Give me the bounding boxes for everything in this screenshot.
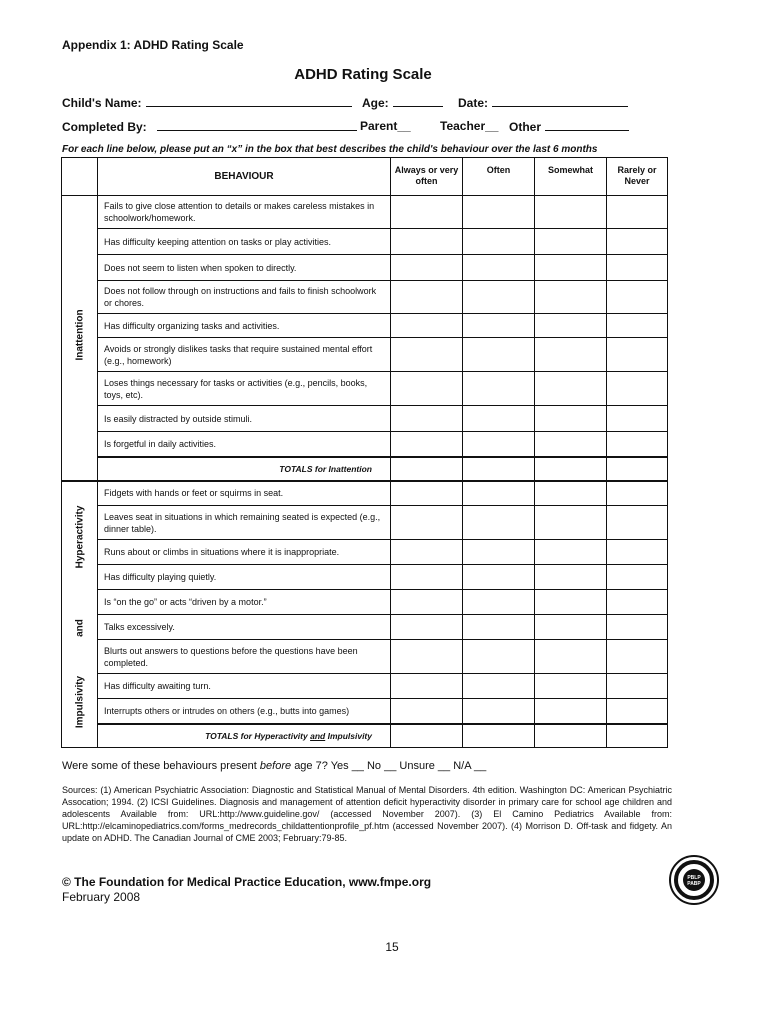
rating-cell-hyperactivity-5-always[interactable] xyxy=(391,590,463,615)
rating-cell-hyperactivity-7-always[interactable] xyxy=(391,640,463,674)
rating-cell-inattention-2-rarely[interactable] xyxy=(607,229,668,255)
behaviour-item: Blurts out answers to questions before the questions have been completed. xyxy=(98,640,391,674)
rating-cell-hyperactivity-2-often[interactable] xyxy=(463,506,535,540)
category-label-hyperactivity: Hyperactivity xyxy=(74,505,85,569)
behaviour-item: Does not follow through on instructions and fails to finish schoolwork or chores. xyxy=(98,281,391,314)
rating-table xyxy=(61,157,668,748)
completed-by-field xyxy=(62,119,357,134)
category-label-and: and xyxy=(74,618,85,637)
rating-cell-hyperactivity-5-somewhat[interactable] xyxy=(535,590,607,615)
age-line[interactable] xyxy=(393,95,443,107)
behaviour-item: Is easily distracted by outside stimuli. xyxy=(98,406,391,432)
totals-hyper-part2: Impulsivity xyxy=(327,730,372,741)
rating-cell-inattention-8-always[interactable] xyxy=(391,406,463,432)
rating-cell-inattention-9-rarely[interactable] xyxy=(607,432,668,457)
rating-cell-hyperactivity-4-always[interactable] xyxy=(391,565,463,590)
rating-cell-inattention-6-always[interactable] xyxy=(391,338,463,372)
rating-cell-hyperactivity-total-1-often[interactable] xyxy=(463,724,535,748)
svg-text:PBLP: PBLP xyxy=(687,875,701,881)
svg-text:PABP: PABP xyxy=(687,881,701,887)
other-label: Other xyxy=(509,120,542,134)
copyright-line: © The Foundation for Medical Practice Education, www.fmpe.org xyxy=(62,875,432,889)
before-age-7-emph: before xyxy=(259,760,292,772)
rating-cell-hyperactivity-7-often[interactable] xyxy=(463,640,535,674)
rating-cell-hyperactivity-4-rarely[interactable] xyxy=(607,565,668,590)
rating-cell-inattention-1-often[interactable] xyxy=(463,196,535,229)
rating-cell-hyperactivity-3-somewhat[interactable] xyxy=(535,540,607,565)
rating-cell-hyperactivity-1-somewhat[interactable] xyxy=(535,481,607,506)
totals-row-hyperactivity xyxy=(62,724,668,748)
childs-name-field xyxy=(62,95,352,110)
behaviour-item: Leaves seat in situations in which remaining seated is expected (e.g., dinner table). xyxy=(98,506,391,540)
behaviour-item: Has difficulty playing quietly. xyxy=(98,565,391,590)
rating-cell-inattention-4-often[interactable] xyxy=(463,281,535,314)
before-age-7-options[interactable]: age 7? Yes __ No __ Unsure __ N/A __ xyxy=(294,760,487,772)
behaviour-item: Fails to give close attention to details or makes careless mistakes in schoolwork/homework. xyxy=(98,196,391,229)
rating-cell-hyperactivity-2-always[interactable] xyxy=(391,506,463,540)
teacher-option[interactable]: Teacher__ xyxy=(440,119,499,133)
rating-cell-inattention-9-often[interactable] xyxy=(463,432,535,457)
rating-cell-inattention-8-rarely[interactable] xyxy=(607,406,668,432)
rating-cell-inattention-8-somewhat[interactable] xyxy=(535,406,607,432)
date-field xyxy=(458,95,628,110)
table-row xyxy=(62,590,668,615)
page-number: 15 xyxy=(385,940,399,954)
totals-row-inattention xyxy=(62,457,668,481)
category-label-inattention: Inattention xyxy=(74,309,85,361)
rating-cell-inattention-7-always[interactable] xyxy=(391,372,463,406)
completed-by-line[interactable] xyxy=(157,119,357,131)
rating-cell-hyperactivity-9-somewhat[interactable] xyxy=(535,699,607,724)
rating-cell-hyperactivity-2-rarely[interactable] xyxy=(607,506,668,540)
totals-hyper-part1: TOTALS for Hyperactivity xyxy=(205,730,308,741)
table-row xyxy=(62,196,668,229)
category-label-impulsivity: Impulsivity xyxy=(74,675,85,728)
rating-cell-inattention-4-always[interactable] xyxy=(391,281,463,314)
table-row xyxy=(62,255,668,281)
behaviour-item: Is forgetful in daily activities. xyxy=(98,432,391,457)
table-header-row xyxy=(62,158,668,196)
rating-cell-hyperactivity-6-always[interactable] xyxy=(391,615,463,640)
rating-cell-inattention-total-1-somewhat[interactable] xyxy=(535,457,607,481)
behaviour-item: Has difficulty awaiting turn. xyxy=(98,674,391,699)
rating-cell-hyperactivity-8-always[interactable] xyxy=(391,674,463,699)
completed-by-label: Completed By: xyxy=(62,120,147,134)
rating-cell-hyperactivity-1-always[interactable] xyxy=(391,481,463,506)
behaviour-item: Interrupts others or intrudes on others (e.g., butts into games) xyxy=(98,699,391,724)
rating-cell-inattention-3-always[interactable] xyxy=(391,255,463,281)
rating-cell-inattention-2-often[interactable] xyxy=(463,229,535,255)
rating-cell-hyperactivity-6-somewhat[interactable] xyxy=(535,615,607,640)
rating-cell-hyperactivity-1-rarely[interactable] xyxy=(607,481,668,506)
table-row xyxy=(62,615,668,640)
behaviour-item: Talks excessively. xyxy=(98,615,391,640)
behaviour-item: Is “on the go” or acts “driven by a motor.” xyxy=(98,590,391,615)
rating-cell-inattention-total-1-always[interactable] xyxy=(391,457,463,481)
rating-cell-inattention-9-somewhat[interactable] xyxy=(535,432,607,457)
date-line[interactable] xyxy=(492,95,628,107)
before-age-7-q: Were some of these behaviours present xyxy=(62,760,257,772)
rating-cell-hyperactivity-7-somewhat[interactable] xyxy=(535,640,607,674)
rating-cell-inattention-5-often[interactable] xyxy=(463,314,535,338)
totals-hyper-and: and xyxy=(310,730,326,741)
rating-cell-inattention-3-rarely[interactable] xyxy=(607,255,668,281)
rating-cell-hyperactivity-2-somewhat[interactable] xyxy=(535,506,607,540)
other-field xyxy=(509,119,629,134)
table-row xyxy=(62,640,668,674)
table-row xyxy=(62,406,668,432)
behaviour-item: Runs about or climbs in situations where it is inappropriate. xyxy=(98,540,391,565)
rating-cell-hyperactivity-1-often[interactable] xyxy=(463,481,535,506)
rating-cell-inattention-4-rarely[interactable] xyxy=(607,281,668,314)
rating-cell-inattention-7-often[interactable] xyxy=(463,372,535,406)
table-row xyxy=(62,540,668,565)
rating-cell-hyperactivity-5-rarely[interactable] xyxy=(607,590,668,615)
rating-cell-inattention-1-somewhat[interactable] xyxy=(535,196,607,229)
table-row xyxy=(62,229,668,255)
rating-cell-hyperactivity-3-often[interactable] xyxy=(463,540,535,565)
appendix-heading: Appendix 1: ADHD Rating Scale xyxy=(62,38,244,52)
table-row xyxy=(62,432,668,457)
totals-label-hyperactivity xyxy=(98,724,391,748)
age-field xyxy=(362,95,443,110)
rating-cell-inattention-7-somewhat[interactable] xyxy=(535,372,607,406)
behaviour-item: Does not seem to listen when spoken to directly. xyxy=(98,255,391,281)
table-row xyxy=(62,699,668,724)
rating-cell-inattention-6-often[interactable] xyxy=(463,338,535,372)
table-row xyxy=(62,314,668,338)
header-always: Always or very often xyxy=(391,158,463,196)
header-somewhat: Somewhat xyxy=(535,158,607,196)
table-row xyxy=(62,674,668,699)
behaviour-item: Has difficulty organizing tasks and activities. xyxy=(98,314,391,338)
age-label: Age: xyxy=(362,96,389,110)
before-age-7-question xyxy=(62,760,486,772)
rating-cell-inattention-total-1-often[interactable] xyxy=(463,457,535,481)
header-empty-cell xyxy=(62,158,98,196)
childs-name-label: Child's Name: xyxy=(62,96,142,110)
rating-cell-hyperactivity-3-rarely[interactable] xyxy=(607,540,668,565)
header-behaviour: BEHAVIOUR xyxy=(98,158,391,196)
rating-cell-inattention-6-somewhat[interactable] xyxy=(535,338,607,372)
table-row xyxy=(62,281,668,314)
rating-cell-hyperactivity-4-often[interactable] xyxy=(463,565,535,590)
rating-cell-inattention-5-always[interactable] xyxy=(391,314,463,338)
rating-cell-hyperactivity-6-often[interactable] xyxy=(463,615,535,640)
rating-cell-inattention-1-rarely[interactable] xyxy=(607,196,668,229)
rating-cell-inattention-7-rarely[interactable] xyxy=(607,372,668,406)
rating-cell-hyperactivity-9-often[interactable] xyxy=(463,699,535,724)
sources-text: Sources: (1) American Psychiatric Association: Diagnostic and Statistical Manual of Mental Disorders. 4th edition. Washington DC: American Psychiatric Assocation; 1994. (2) ICSI Guidelines. Diagnosis and management of attention deficit hyperactivity disorder in primary care for school age children and adolescents Available from: URL:http://www.guideline.gov/ (accessed November 2007). (3) El Camino Pediatrics Available from: URL:http://elcaminopediatrics.com/forms_medrecords_childattentionprofile_pf.htm (accessed November 2007). (4) Morrison D. Off-task and fidgety. An update on ADHD. The Canadian Journal of CME 2003; February:79-85. xyxy=(62,785,672,843)
instructions: For each line below, please put an “x” in the box that best describes the child's behaviour over the last 6 months xyxy=(62,144,598,155)
rating-cell-hyperactivity-9-rarely[interactable] xyxy=(607,699,668,724)
category-inattention xyxy=(62,196,98,481)
childs-name-line[interactable] xyxy=(146,95,352,107)
rating-cell-hyperactivity-9-always[interactable] xyxy=(391,699,463,724)
rating-cell-inattention-1-always[interactable] xyxy=(391,196,463,229)
date-label: Date: xyxy=(458,96,489,110)
rating-cell-hyperactivity-8-often[interactable] xyxy=(463,674,535,699)
rating-cell-hyperactivity-total-1-always[interactable] xyxy=(391,724,463,748)
totals-label-inattention: TOTALS for Inattention xyxy=(98,457,391,481)
rating-cell-inattention-9-always[interactable] xyxy=(391,432,463,457)
table-row xyxy=(62,565,668,590)
rating-cell-inattention-2-somewhat[interactable] xyxy=(535,229,607,255)
rating-cell-hyperactivity-total-1-somewhat[interactable] xyxy=(535,724,607,748)
rating-cell-hyperactivity-total-1-rarely[interactable] xyxy=(607,724,668,748)
rating-cell-hyperactivity-4-somewhat[interactable] xyxy=(535,565,607,590)
behaviour-item: Loses things necessary for tasks or activities (e.g., pencils, books, toys, etc). xyxy=(98,372,391,406)
rating-cell-hyperactivity-8-somewhat[interactable] xyxy=(535,674,607,699)
rating-cell-inattention-4-somewhat[interactable] xyxy=(535,281,607,314)
page-title: ADHD Rating Scale xyxy=(294,66,432,83)
rating-cell-inattention-5-rarely[interactable] xyxy=(607,314,668,338)
category-hyperactivity xyxy=(62,481,98,748)
rating-cell-hyperactivity-3-always[interactable] xyxy=(391,540,463,565)
other-line[interactable] xyxy=(545,119,629,131)
rating-cell-inattention-2-always[interactable] xyxy=(391,229,463,255)
pblp-logo-icon xyxy=(668,854,720,906)
rating-cell-inattention-3-often[interactable] xyxy=(463,255,535,281)
header-often: Often xyxy=(463,158,535,196)
rating-cell-hyperactivity-7-rarely[interactable] xyxy=(607,640,668,674)
rating-cell-inattention-5-somewhat[interactable] xyxy=(535,314,607,338)
header-rarely: Rarely or Never xyxy=(607,158,668,196)
behaviour-item: Avoids or strongly dislikes tasks that require sustained mental effort (e.g., homework) xyxy=(98,338,391,372)
table-row xyxy=(62,481,668,506)
rating-cell-hyperactivity-5-often[interactable] xyxy=(463,590,535,615)
parent-option[interactable]: Parent__ xyxy=(360,119,411,133)
rating-cell-inattention-total-1-rarely[interactable] xyxy=(607,457,668,481)
table-row xyxy=(62,372,668,406)
rating-cell-inattention-8-often[interactable] xyxy=(463,406,535,432)
table-row xyxy=(62,506,668,540)
rating-cell-inattention-6-rarely[interactable] xyxy=(607,338,668,372)
behaviour-item: Fidgets with hands or feet or squirms in seat. xyxy=(98,481,391,506)
publication-date: February 2008 xyxy=(62,890,141,904)
table-row xyxy=(62,338,668,372)
behaviour-item: Has difficulty keeping attention on tasks or play activities. xyxy=(98,229,391,255)
rating-cell-inattention-3-somewhat[interactable] xyxy=(535,255,607,281)
rating-cell-hyperactivity-8-rarely[interactable] xyxy=(607,674,668,699)
rating-cell-hyperactivity-6-rarely[interactable] xyxy=(607,615,668,640)
